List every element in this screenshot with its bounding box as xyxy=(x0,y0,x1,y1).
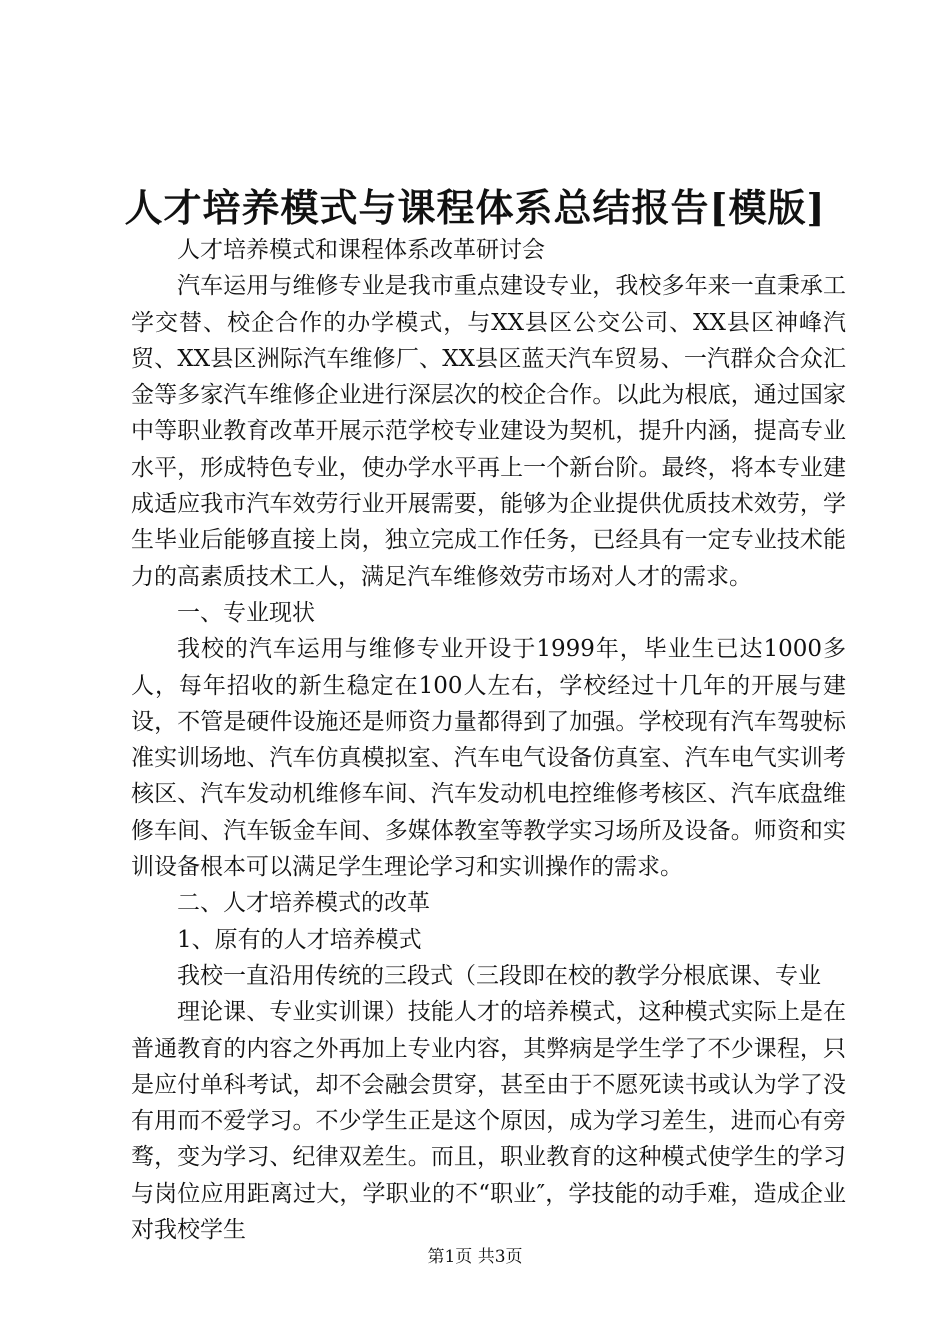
document-body xyxy=(131,232,846,1248)
section-heading-reform: 二、人才培养模式的改革 xyxy=(177,890,430,917)
original-mode-paragraph-continued: 理论课、专业实训课）技能人才的培养模式，这种模式实际上是在普通教育的内容之外再加上专业内容，其弊病是学生学了不少课程，只是应付单科考试，却不会融会贯穿，甚至由于不愿死读书或认为学了没有用而不爱学习。不少学生正是这个原因，成为学习差生，进而心有旁骛，变为学习、纪律双差生。而且，职业教育的这种模式使学生的学习与岗位应用距离过大，学职业的不“职业″，学技能的动手难，造成企业对我校学生 xyxy=(131,999,846,1244)
intro-paragraph: 汽车运用与维修专业是我市重点建设专业，我校多年来一直秉承工学交替、校企合作的办学模式，与XX县区公交公司、XX县区神峰汽贸、XX县区洲际汽车维修厂、XX县区蓝天汽车贸易、一汽群众合众汇金等多家汽车维修企业进行深层次的校企合作。以此为根底，通过国家中等职业教育改革开展示范学校专业建设为契机，提升内涵，提高专业水平，形成特色专业，使办学水平再上一个新台阶。最终，将本专业建成适应我市汽车效劳行业开展需要，能够为企业提供优质技术效劳，学生毕业后能够直接上岗，独立完成工作任务，已经具有一定专业技术能力的高素质技术工人，满足汽车维修效劳市场对人才的需求。 xyxy=(131,273,846,590)
subsection-heading-original-mode: 1、原有的人才培养模式 xyxy=(177,926,422,953)
page-footer: 第1页 共3页 xyxy=(427,1247,523,1267)
section-heading-status: 一、专业现状 xyxy=(177,599,315,626)
subtitle-paragraph: 人才培养模式和课程体系改革研讨会 xyxy=(177,237,545,263)
status-paragraph: 我校的汽车运用与维修专业开设于1999年，毕业生已达1000多人，每年招收的新生稳定在100人左右，学校经过十几年的开展与建设，不管是硬件设施还是师资力量都得到了加强。学校现有汽车驾驶标准实训场地、汽车仿真模拟室、汽车电气设备仿真室、汽车电气实训考核区、汽车发动机维修车间、汽车发动机电控维修考核区、汽车底盘维修车间、汽车钣金车间、多媒体教室等教学实习场所及设备。师资和实训设备根本可以满足学生理论学习和实训操作的需求。 xyxy=(131,636,846,881)
document-title: 人才培养模式与课程体系总结报告[模版] xyxy=(124,185,826,230)
original-mode-paragraph-start: 我校一直沿用传统的三段式（三段即在校的教学分根底课、专业 xyxy=(177,962,821,989)
